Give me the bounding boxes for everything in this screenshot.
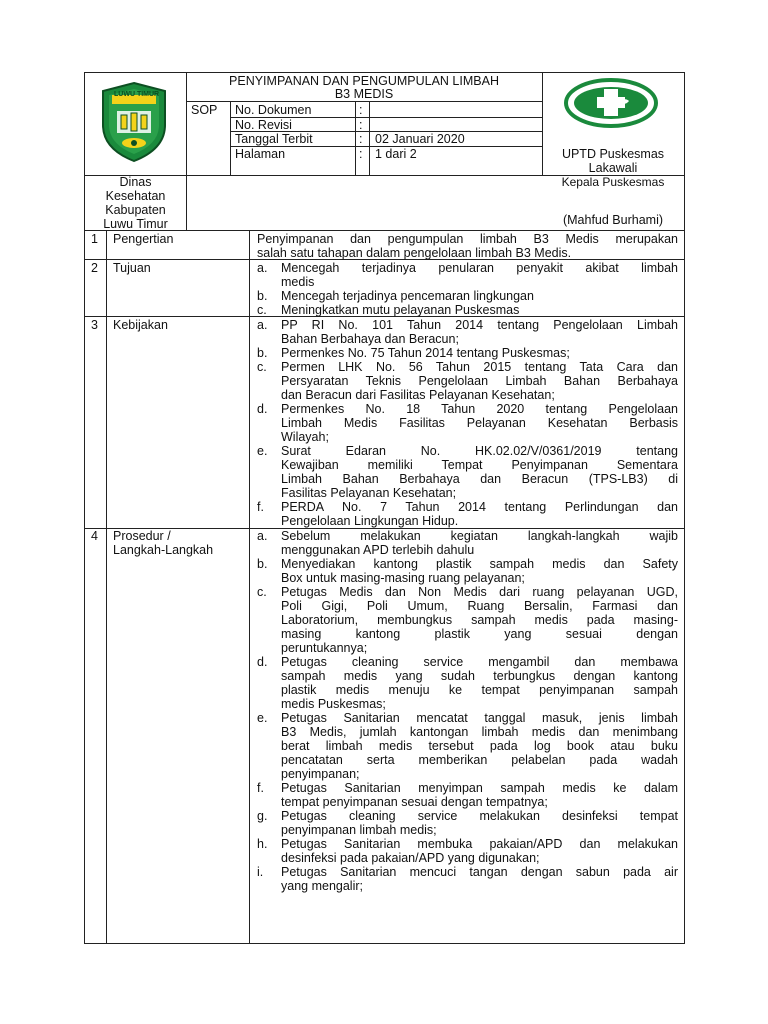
list-item-line: berat limbah medis tersebut pada log book atau buku xyxy=(281,739,678,753)
field-colon: : xyxy=(359,132,363,146)
list-item-line: PERDA No. 7 Tahun 2014 tentang Perlindungan dan xyxy=(281,500,678,514)
list-item xyxy=(257,402,678,444)
list-item-line: plastik medis menuju ke tempat penyimpanan sampah xyxy=(281,683,678,697)
right-org-line2: Lakawali xyxy=(588,161,638,175)
list-item-line: penyimpanan; xyxy=(281,767,360,781)
list-item-line: Wilayah; xyxy=(281,430,329,444)
list-item-line: Permenkes No. 18 Tahun 2020 tentang Pengelolaan xyxy=(281,402,678,416)
list-item-line: Sebelum melakukan kegiatan langkah-langkah wajib xyxy=(281,529,678,543)
list-item-line: Mencegah terjadinya pencemaran lingkungan xyxy=(281,289,534,303)
list-marker: a. xyxy=(257,318,268,332)
list-item-line: dan Beracun dari Fasilitas Pelayanan Kesehatan; xyxy=(281,388,555,402)
divider xyxy=(230,101,231,175)
list-item xyxy=(257,346,678,360)
list-item xyxy=(257,837,678,865)
section-number: 4 xyxy=(91,529,98,543)
list-item-line: tempat penyimpanan sesuai dengan tempatnya; xyxy=(281,795,548,809)
list-marker: g. xyxy=(257,809,268,823)
list-item-line: pencatatan serta memberikan pelabelan pada wadah xyxy=(281,753,678,767)
emblem-text: LUWU TIMUR xyxy=(114,91,160,98)
left-org-line: Kesehatan xyxy=(105,189,166,203)
list-item xyxy=(257,444,678,500)
list-item xyxy=(257,303,678,317)
sop-label: SOP xyxy=(191,103,218,117)
list-item xyxy=(257,529,678,557)
list-item-line: Limbah Bahan Berbahaya dan Beracun (TPS-LB3) di xyxy=(281,472,678,486)
section-title-line2: Langkah-Langkah xyxy=(113,543,214,557)
list-item-line: Petugas Sanitarian mencuci tangan dengan sabun pada air xyxy=(281,865,678,879)
list-item-line: Bahan Berbahaya dan Beracun; xyxy=(281,332,459,346)
list-item xyxy=(257,585,678,655)
list-item-line: Petugas cleaning service mengambil dan membawa xyxy=(281,655,678,669)
list-item-line: Permen LHK No. 56 Tahun 2015 tentang Tata Cara dan xyxy=(281,360,678,374)
field-colon: : xyxy=(359,147,363,161)
signer-title: Kepala Puskesmas xyxy=(561,175,665,189)
list-item xyxy=(257,289,678,303)
list-marker: h. xyxy=(257,837,268,851)
list-item-line: medis xyxy=(281,275,315,289)
list-item-line: Pengelolaan Lingkungan Hidup. xyxy=(281,514,459,528)
definition-line: salah satu tahapan dalam pengelolaan limbah B3 Medis. xyxy=(257,246,572,260)
field-value: 02 Januari 2020 xyxy=(375,132,465,146)
document-title-line2: B3 MEDIS xyxy=(334,87,394,101)
list-item-line: Petugas Sanitarian membuka pakaian/APD dan melakukan xyxy=(281,837,678,851)
list-item-line: yang mengalir; xyxy=(281,879,363,893)
list-item-line: desinfeksi pada pakaian/APD yang digunakan; xyxy=(281,851,540,865)
list-marker: f. xyxy=(257,781,264,795)
list-item xyxy=(257,655,678,711)
section-title: Prosedur / xyxy=(113,529,171,543)
list-item-line: peruntukannya; xyxy=(281,641,368,655)
list-item-line: medis Puskesmas; xyxy=(281,697,386,711)
list-item-line: Laboratorium, membungkus sampah medis pada masing- xyxy=(281,613,678,627)
divider xyxy=(249,230,250,943)
field-label: Tanggal Terbit xyxy=(235,132,313,146)
list-item-line: Permenkes No. 75 Tahun 2014 tentang Puskesmas; xyxy=(281,346,570,360)
list-item-line: Menyediakan kantong plastik sampah medis dan Safety xyxy=(281,557,678,571)
sop-document xyxy=(84,72,685,944)
list-item-line: masing kantong plastik yang sesuai dengan xyxy=(281,627,678,641)
list-marker: b. xyxy=(257,557,268,571)
list-item-line: Surat Edaran No. HK.02.02/V/0361/2019 tentang xyxy=(281,444,678,458)
list-marker: d. xyxy=(257,655,268,669)
list-item-line: penyimpanan limbah medis; xyxy=(281,823,437,837)
section-number: 1 xyxy=(91,232,98,246)
list-item-line: Petugas Sanitarian mencatat tanggal masuk, jenis limbah xyxy=(281,711,678,725)
left-org-line: Kabupaten xyxy=(105,203,166,217)
field-colon: : xyxy=(359,103,363,117)
signer-name: (Mahfud Burhami) xyxy=(562,213,664,227)
divider xyxy=(355,101,356,175)
list-item-line: Petugas Sanitarian menyimpan sampah medis ke dalam xyxy=(281,781,678,795)
list-marker: c. xyxy=(257,360,267,374)
field-colon: : xyxy=(359,118,363,132)
list-marker: a. xyxy=(257,529,268,543)
list-marker: a. xyxy=(257,261,268,275)
definition-line: Penyimpanan dan pengumpulan limbah B3 Medis merupakan xyxy=(257,232,678,246)
list-item xyxy=(257,360,678,402)
list-marker: b. xyxy=(257,289,268,303)
list-item-line: sampah medis yang sudah terbungkus dengan kantong xyxy=(281,669,678,683)
section-title: Pengertian xyxy=(113,232,174,246)
left-org-line: Dinas xyxy=(119,175,152,189)
list-item-line: Limbah Medis Fasilitas Pelayanan Kesehatan Berbasis xyxy=(281,416,678,430)
list-item-line: Mencegah terjadinya penularan penyakit akibat limbah xyxy=(281,261,678,275)
list-item xyxy=(257,809,678,837)
field-label: No. Dokumen xyxy=(235,103,312,117)
left-org-line: Luwu Timur xyxy=(103,217,168,231)
list-marker: f. xyxy=(257,500,264,514)
list-item-line: Kewajiban memiliki Tempat Penyimpanan Sementara xyxy=(281,458,678,472)
list-marker: b. xyxy=(257,346,268,360)
list-item-line: Persyaratan Teknis Pengelolaan Limbah Bahan Berbahaya xyxy=(281,374,678,388)
list-item xyxy=(257,781,678,809)
list-marker: e. xyxy=(257,711,268,725)
divider xyxy=(369,101,370,175)
divider xyxy=(106,230,107,943)
right-org-line1: UPTD Puskesmas xyxy=(561,147,665,161)
list-item-line: Meningkatkan mutu pelayanan Puskesmas xyxy=(281,303,520,317)
list-item-line: Poli Gigi, Poli Umum, Ruang Bersalin, Farmasi dan xyxy=(281,599,678,613)
section-number: 3 xyxy=(91,318,98,332)
list-marker: i. xyxy=(257,865,264,879)
field-label: No. Revisi xyxy=(235,118,292,132)
list-marker: d. xyxy=(257,402,268,416)
list-item xyxy=(257,261,678,289)
field-label: Halaman xyxy=(235,147,286,161)
section-number: 2 xyxy=(91,261,98,275)
list-marker: c. xyxy=(257,585,267,599)
section-title: Kebijakan xyxy=(113,318,168,332)
list-item-line: Petugas cleaning service melakukan desinfeksi tempat xyxy=(281,809,678,823)
list-item xyxy=(257,865,678,893)
divider xyxy=(186,101,542,102)
list-item-line: Petugas Medis dan Non Medis dari ruang pelayanan UGD, xyxy=(281,585,678,599)
list-item xyxy=(257,318,678,346)
document-title: PENYIMPANAN DAN PENGUMPULAN LIMBAH xyxy=(229,74,499,88)
list-item-line: B3 Medis, jumlah kantongan limbah medis dan menimbang xyxy=(281,725,678,739)
luwu-timur-emblem xyxy=(95,81,173,163)
list-item-line: menggunakan APD terlebih dahulu xyxy=(281,543,475,557)
section-title: Tujuan xyxy=(113,261,151,275)
field-value: 1 dari 2 xyxy=(375,147,417,161)
list-item xyxy=(257,711,678,781)
list-item xyxy=(257,500,678,528)
list-marker: e. xyxy=(257,444,268,458)
list-item xyxy=(257,557,678,585)
list-item-line: PP RI No. 101 Tahun 2014 tentang Pengelolaan Limbah xyxy=(281,318,678,332)
list-item-line: Fasilitas Pelayanan Kesehatan; xyxy=(281,486,457,500)
list-marker: c. xyxy=(257,303,267,317)
puskesmas-logo xyxy=(563,77,659,129)
list-item-line: Box untuk masing-masing ruang pelayanan; xyxy=(281,571,525,585)
